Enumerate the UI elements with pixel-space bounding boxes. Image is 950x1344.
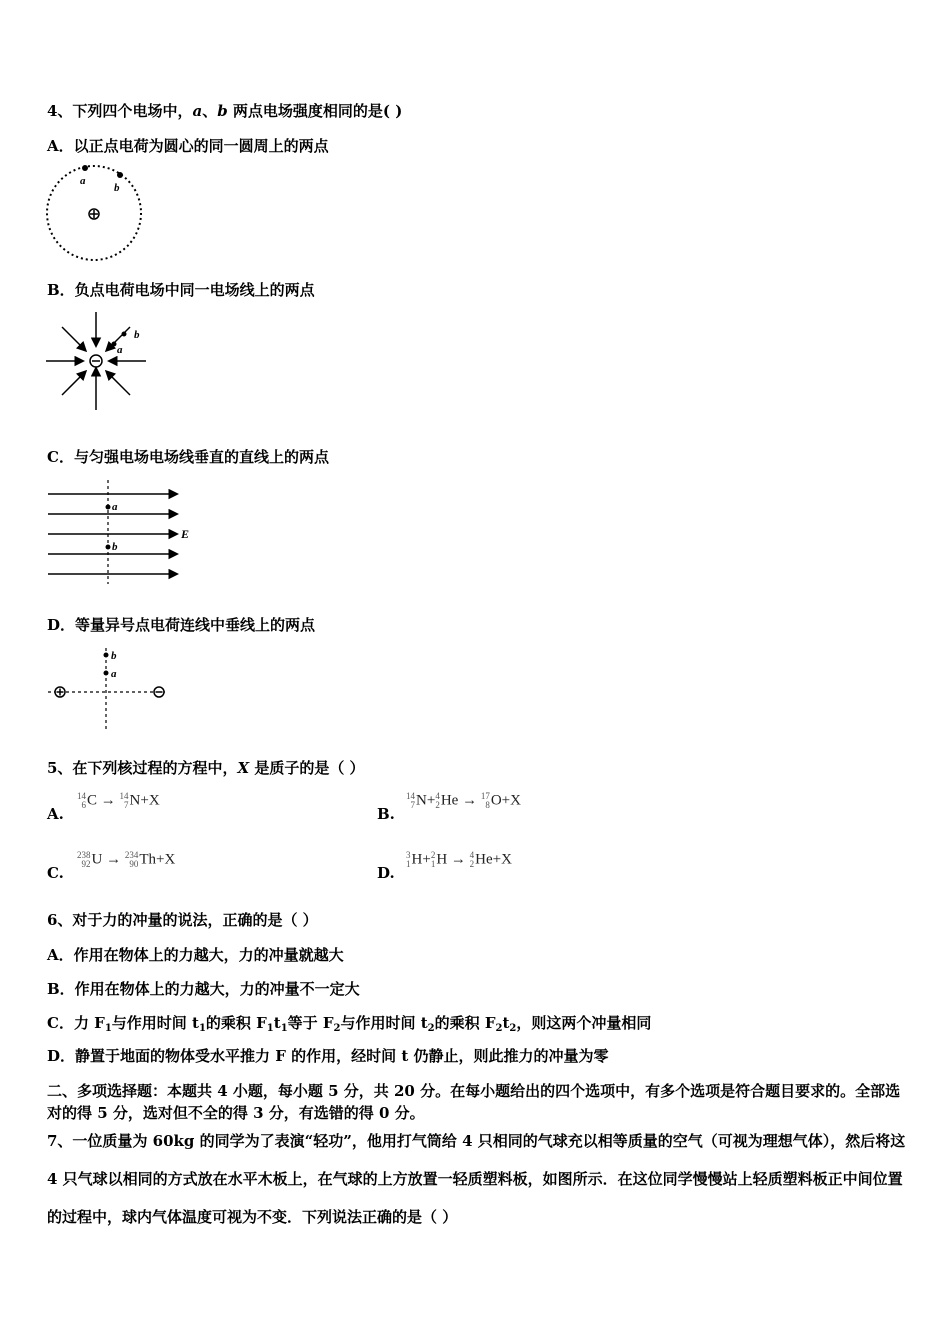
q5-option-b-letter: B. <box>377 805 395 823</box>
q6-option-b: B．作用在物体上的力越大，力的冲量不一定大 <box>47 980 360 998</box>
label-b: b <box>114 182 120 194</box>
figure-a-circle <box>44 163 154 263</box>
q5-option-a-letter: A. <box>47 805 64 823</box>
point-b <box>106 545 111 550</box>
section2-instructions: 二、多项选择题：本题共 4 小题，每小题 5 分，共 20 分。在每小题给出的四个选项中，有多个选项是符合题目要求的。全部选对的得 5 分，选对但不全的得 3 分，有选错的得 0 分。 <box>47 1082 901 1122</box>
label-b: b <box>134 329 140 341</box>
q6-option-a: A．作用在物体上的力越大，力的冲量就越大 <box>47 946 344 964</box>
q4-option-a: A．以正点电荷为圆心的同一圆周上的两点 <box>47 137 329 155</box>
q5-equation-c: 238 92 U → 234 90 Th+X <box>77 850 176 869</box>
label-E: E <box>181 527 190 541</box>
point-b <box>122 332 127 337</box>
point-a <box>82 165 88 171</box>
q5-equation-d: 3 1 H+ 2 1 H → 4 2 He+X <box>406 850 512 869</box>
label-a: a <box>111 668 117 680</box>
q4-option-c: C．与匀强电场电场线垂直的直线上的两点 <box>47 448 329 466</box>
q4-option-b: B．负点电荷电场中同一电场线上的两点 <box>47 281 315 299</box>
figure-b-negative-charge <box>44 307 154 417</box>
q4-stem: 4、下列四个电场中，a、b 两点电场强度相同的是( ) <box>47 102 403 120</box>
q6-option-d: D．静置于地面的物体受水平推力 F 的作用，经时间 t 仍静止，则此推力的冲量为零 <box>47 1047 609 1065</box>
q6-stem: 6、对于力的冲量的说法，正确的是（ ） <box>47 911 318 929</box>
label-a: a <box>112 501 118 513</box>
point-a <box>104 671 109 676</box>
figure-d-dipole <box>44 644 184 734</box>
q4-option-d: D．等量异号点电荷连线中垂线上的两点 <box>47 616 316 634</box>
label-a: a <box>80 175 86 187</box>
q5-stem: 5、在下列核过程的方程中，X 是质子的是（ ） <box>47 759 365 777</box>
point-b <box>117 172 123 178</box>
q5-equation-b: 14 7 N+ 4 2 He → 17 8 O+X <box>406 791 521 810</box>
point-a <box>106 505 111 510</box>
label-b: b <box>112 541 118 553</box>
q5-option-d-letter: D. <box>377 864 395 882</box>
figure-c-uniform-field <box>44 478 204 586</box>
point-b <box>104 653 109 658</box>
q5-equation-a: 14 6 C → 14 7 N+X <box>77 791 160 810</box>
label-b: b <box>111 650 117 662</box>
label-a: a <box>117 344 123 356</box>
point-a <box>112 342 117 347</box>
q5-option-c-letter: C. <box>47 864 64 882</box>
q7-stem: 7、一位质量为 60kg 的同学为了表演“轻功”，他用打气筒给 4 只相同的气球充以相等质量的空气（可视为理想气体），然后将这 4 只气球以相同的方式放在水平木板上，在气球的上方放置一轻质塑料板，如图所示．在这位同学慢慢站上轻质塑料板正中间位置的过程中，球内气体温度可视为不变．下列说法正确的是（ ） <box>47 1132 906 1226</box>
q6-option-c: C．力 $F_1$与作用时间 $t_1$的乘积 $F_1t_1$等于 $F_2$与作用时间 $t_2$的乘积 $F_2t_2$，则这两个冲量相同 <box>47 1014 652 1034</box>
